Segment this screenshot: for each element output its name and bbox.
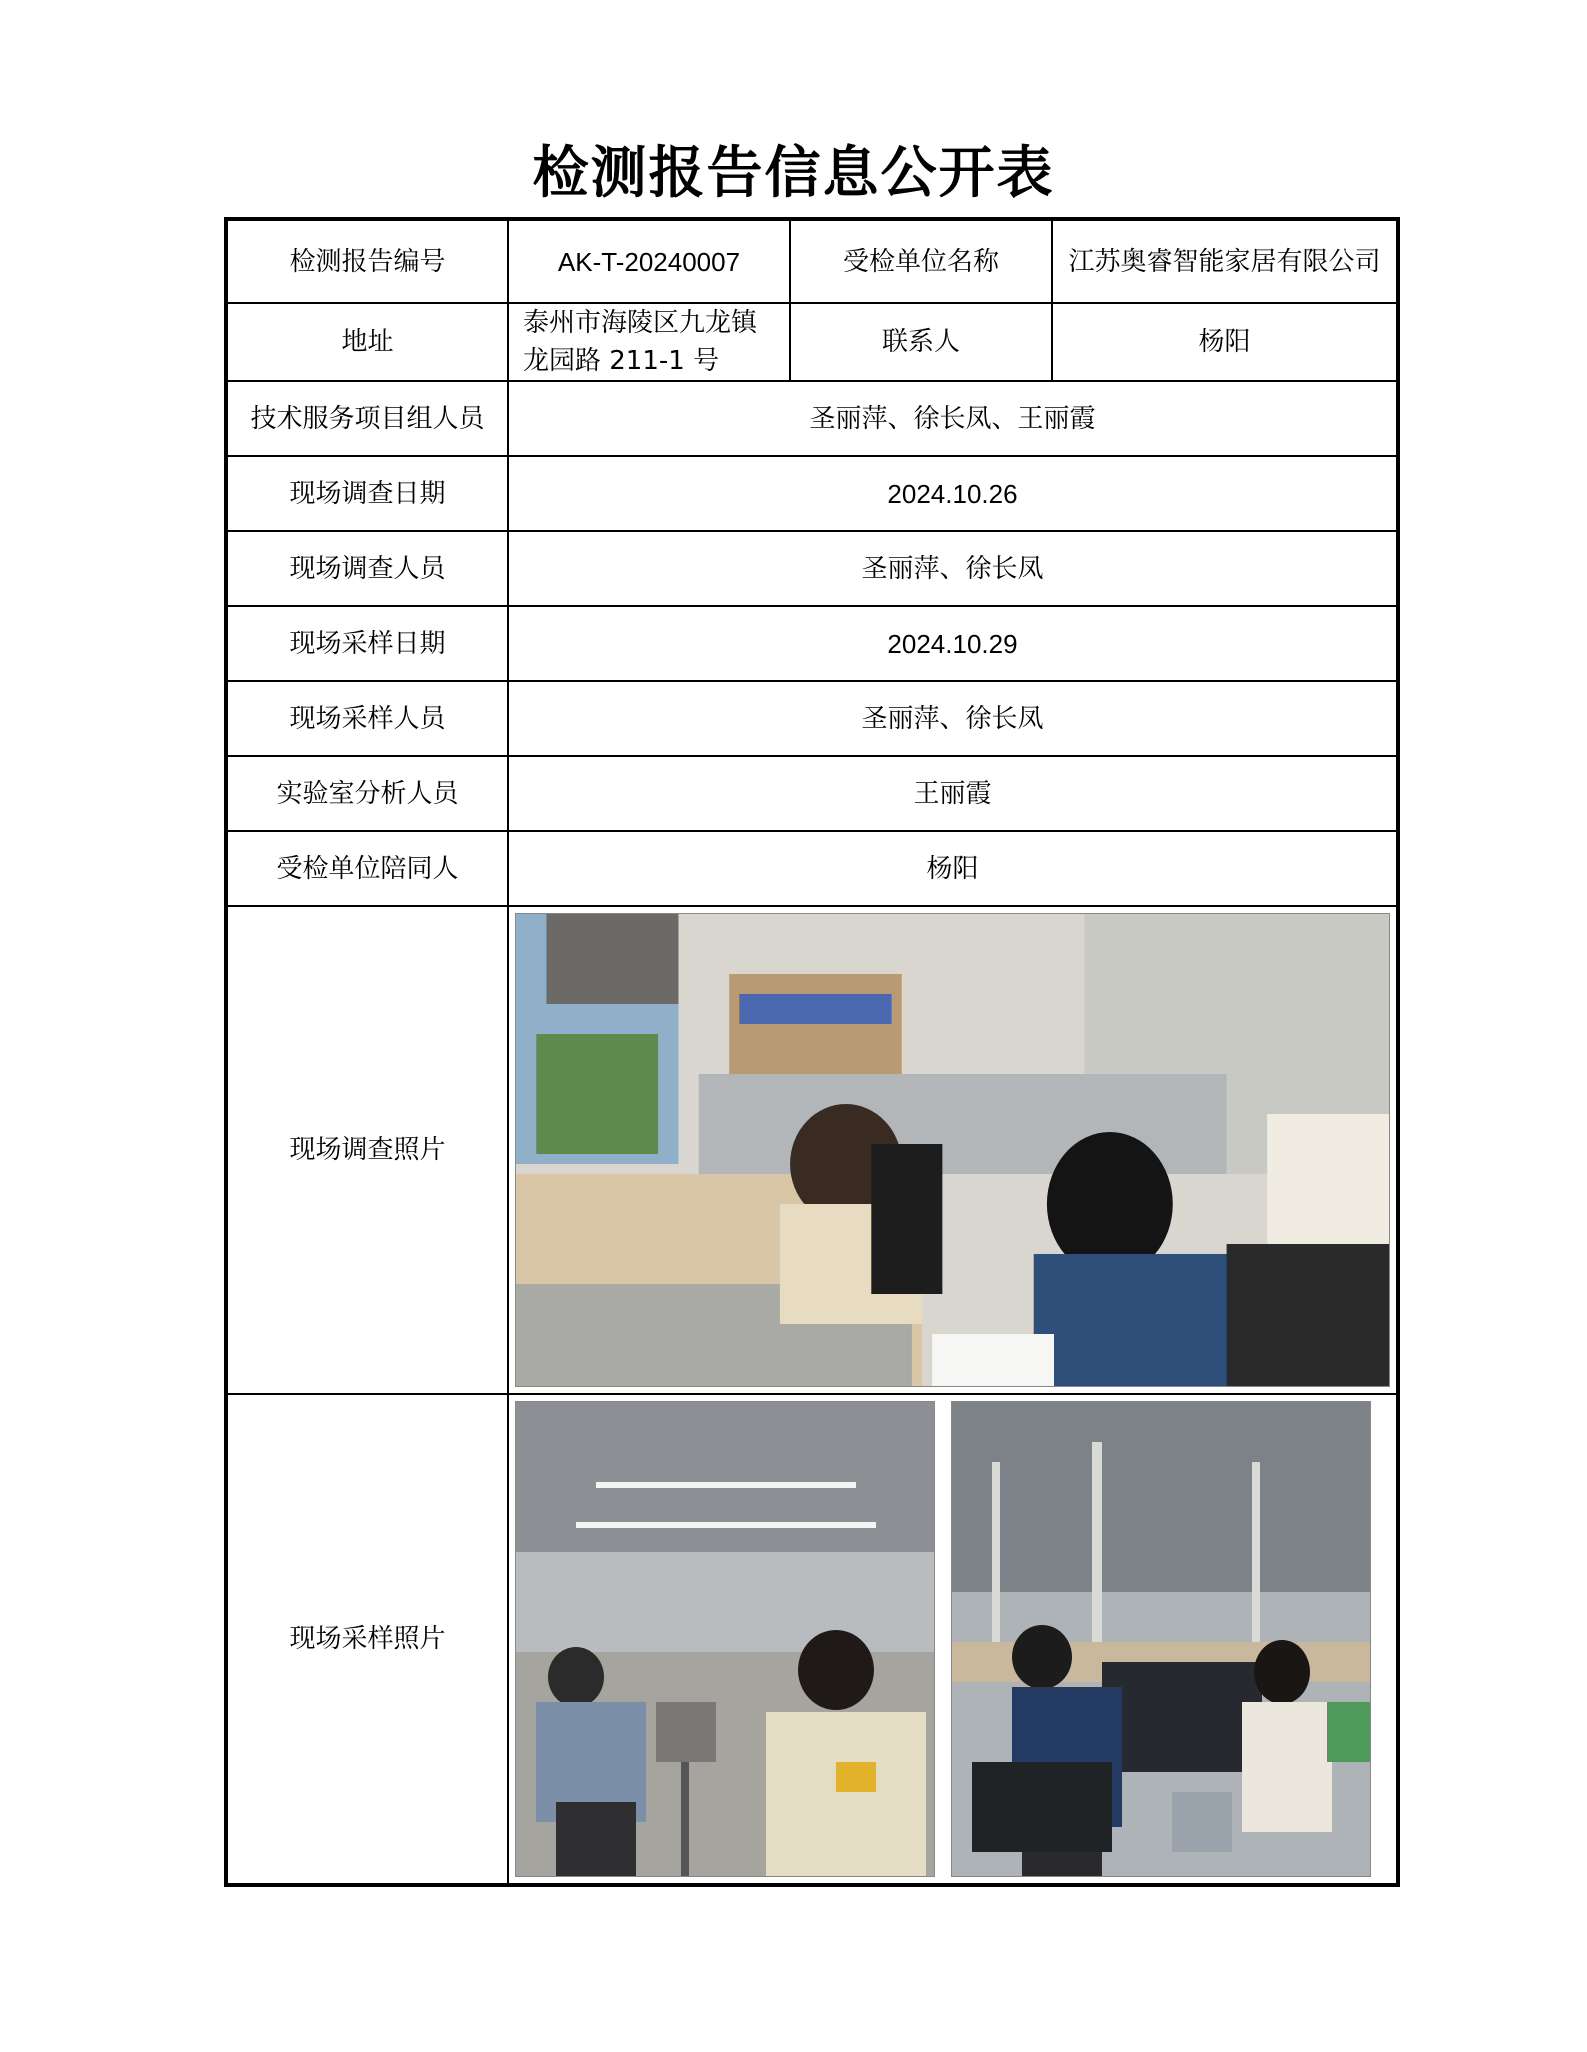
table-row (226, 219, 1398, 303)
sampling-date-label: 现场采样日期 (226, 606, 508, 681)
contact-label: 联系人 (790, 303, 1052, 381)
report-no-label: 检测报告编号 (226, 219, 508, 303)
sampling-date-value: 2024.10.29 (508, 606, 1398, 681)
survey-staff-label: 现场调查人员 (226, 531, 508, 606)
table-row (226, 831, 1398, 906)
table-row (226, 681, 1398, 756)
table-row (226, 456, 1398, 531)
contact-value: 杨阳 (1052, 303, 1398, 381)
escort-label: 受检单位陪同人 (226, 831, 508, 906)
address-value: 泰州市海陵区九龙镇龙园路 211-1 号 (508, 303, 790, 381)
lab-staff-value: 王丽霞 (508, 756, 1398, 831)
table-row (226, 303, 1398, 381)
lab-staff-label: 实验室分析人员 (226, 756, 508, 831)
table-row (226, 906, 1398, 1394)
office-scene-image (516, 914, 1389, 1386)
report-info-table (224, 217, 1400, 1887)
sampling-photo-pair (515, 1401, 1390, 1877)
team-label: 技术服务项目组人员 (226, 381, 508, 456)
sampling-staff-value: 圣丽萍、徐长凤 (508, 681, 1398, 756)
unit-name-label: 受检单位名称 (790, 219, 1052, 303)
table-row (226, 531, 1398, 606)
survey-date-value: 2024.10.26 (508, 456, 1398, 531)
table-row (226, 381, 1398, 456)
team-value: 圣丽萍、徐长凤、王丽霞 (508, 381, 1398, 456)
survey-photo (515, 913, 1390, 1387)
sampling-photo-2 (951, 1401, 1371, 1877)
escort-value: 杨阳 (508, 831, 1398, 906)
sampling-photo-label: 现场采样照片 (226, 1394, 508, 1885)
table-row (226, 606, 1398, 681)
survey-photo-label: 现场调查照片 (226, 906, 508, 1394)
factory-sampling-image-1 (516, 1402, 934, 1876)
sampling-photo-1 (515, 1401, 935, 1877)
survey-photo-cell (508, 906, 1398, 1394)
sampling-staff-label: 现场采样人员 (226, 681, 508, 756)
sampling-photo-cell (508, 1394, 1398, 1885)
factory-sampling-image-2 (952, 1402, 1370, 1876)
table-row (226, 756, 1398, 831)
survey-staff-value: 圣丽萍、徐长凤 (508, 531, 1398, 606)
survey-date-label: 现场调查日期 (226, 456, 508, 531)
table-row (226, 1394, 1398, 1885)
address-label: 地址 (226, 303, 508, 381)
report-no-value: AK-T-20240007 (508, 219, 790, 303)
page-title: 检测报告信息公开表 (532, 141, 1055, 206)
unit-name-value: 江苏奥睿智能家居有限公司 (1052, 219, 1398, 303)
